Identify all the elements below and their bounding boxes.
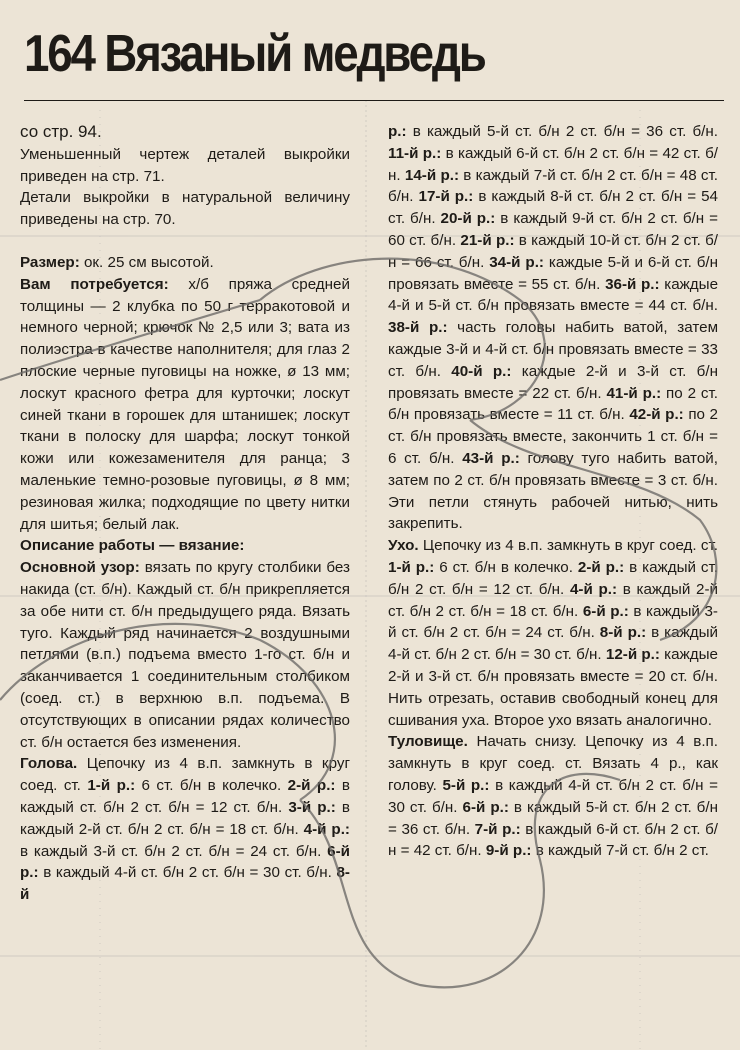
row-label: 6-й р.:	[582, 602, 629, 620]
body-paragraph	[388, 731, 718, 862]
row-label: 21-й р.:	[460, 231, 515, 249]
body-text: в каждый 4-й ст. б/н 2 ст. б/н = 30 ст. б/н.	[388, 776, 718, 816]
head-text: в каждый 3-й ст. б/н 2 ст. б/н = 24 ст. б/н.	[20, 842, 328, 860]
head-text: каждые 4-й и 5-й ст. б/н провязать вместе = 44 ст. б/н.	[388, 275, 719, 315]
row-label: 41-й р.:	[606, 384, 662, 402]
materials-text: х/б пряжа средней толщины — 2 клубка по 50 г терракотовой и немного черной; крючок № 2,5 или 3; вата из полиэстра в качестве наполнителя; для глаз 2 плоские черные пуговицы на ножке, ø 13 мм; лоскут красного фетра для курточки; лоскут синей ткани в горошек для штанишек; лоскут ткани в полоску для шарфа; лоскут тонкой кожи или кожезаменителя для ранца; 3 маленькие темно-розовые пуговицы, ø 8 мм; резиновая жилка; подходящие по цвету нитки для шитья; белый лак.	[20, 275, 350, 533]
head-text: по 2 ст. б/н провязать вместе = 11 ст. б/н.	[388, 384, 719, 424]
size-paragraph	[20, 252, 350, 274]
row-label: 2-й р.:	[577, 558, 625, 576]
head-text: каждые 5-й и 6-й ст. б/н провязать вместе = 55 ст. б/н.	[388, 253, 719, 293]
row-label: 2-й р.:	[287, 777, 336, 795]
ear-text: каждые 2-й и 3-й ст. б/н провязать вместе = 20 ст. б/н. Нить отрезать, оставив свободный конец для сшивания уха. Второе ухо вязать аналогично.	[388, 646, 718, 729]
body-text: в каждый 7-й ст. б/н 2 ст.	[531, 842, 709, 860]
row-label: 43-й р.:	[462, 449, 520, 467]
row-label: 38-й р.:	[388, 319, 448, 337]
ear-text: в каждый 4-й ст. б/н 2 ст. б/н = 30 ст. б/н.	[388, 624, 719, 664]
head-continued-paragraph	[388, 121, 718, 535]
row-label: 36-й р.:	[605, 275, 660, 293]
basic-pattern-text: вязать по кругу столбики без накида (ст. б/н). Каждый ст. б/н прикрепляется за обе нити ст. б/н предыдущего ряда. Вязать туго. Каждый ряд начинается 2 воздушными петлями (в.п.) подъема вместо 1-го ст. б/н и заканчивается 1 соединительным столбиком (соед. ст.) в верхнюю в.п. подъема. В отсутствующих в описании рядах количество ст. б/н остается без изменения.	[20, 559, 350, 751]
head-text: в каждый 10-й ст. б/н 2 ст. б/н = 66 ст. б/н.	[388, 231, 719, 271]
materials-label: Вам потребуется:	[20, 275, 169, 293]
row-label: 17-й р.:	[418, 188, 474, 206]
row-label: 3-й р.:	[288, 798, 336, 816]
work-description-heading: Описание работы — вязание:	[20, 537, 245, 555]
head-text: в каждый 8-й ст. б/н 2 ст. б/н = 54 ст. б/н.	[388, 188, 719, 228]
row-label: 11-й р.:	[388, 144, 442, 162]
head-text: часть головы набить ватой, затем каждые 3-й и 4-й ст. б/н провязать вместе = 33 ст. б/н.	[388, 319, 719, 380]
row-label: 40-й р.:	[451, 362, 512, 380]
page-header	[24, 18, 724, 101]
row-label: 6-й р.:	[462, 798, 509, 816]
row-label: 34-й р.:	[489, 253, 544, 271]
size-text: ок. 25 см высотой.	[79, 253, 214, 271]
head-text: в каждый 9-й ст. б/н 2 ст. б/н = 60 ст. б/н.	[388, 210, 718, 249]
row-label: 1-й р.:	[388, 558, 435, 576]
row-label: 4-й р.:	[303, 820, 350, 838]
ear-label: Ухо.	[388, 537, 419, 555]
basic-pattern-label: Основной узор:	[20, 559, 140, 577]
basic-pattern-paragraph	[20, 557, 350, 753]
row-label: 12-й р.:	[605, 646, 660, 664]
ear-paragraph	[388, 535, 718, 731]
row-label: 6-й р.:	[20, 842, 350, 882]
body-text: в каждый 5-й ст. б/н 2 ст. б/н = 36 ст. б/н.	[388, 798, 718, 838]
head-text: голову туго набить ватой, затем по 2 ст. б/н провязать вместе = 3 ст. б/н. Эти петли стянуть рабочей нитью, нить закрепить.	[388, 449, 718, 533]
head-text: в каждый 2-й ст. б/н 2 ст. б/н = 18 ст. б/н.	[20, 798, 350, 838]
size-label: Размер:	[20, 253, 80, 271]
head-text: в каждый 6-й ст. б/н 2 ст. б/н = 42 ст. б/н.	[388, 144, 718, 184]
right-column	[388, 121, 718, 862]
ear-text: 6 ст. б/н в колечко.	[434, 558, 578, 576]
row-label: р.:	[388, 123, 407, 140]
head-text: Цепочку из 4 в.п. замкнуть в круг соед. ст.	[20, 755, 350, 795]
head-text: в каждый ст. б/н 2 ст. б/н = 12 ст. б/н.	[20, 777, 350, 816]
row-label: 5-й р.:	[442, 776, 490, 794]
row-label: 42-й р.:	[629, 406, 684, 424]
row-label: 14-й р.:	[404, 166, 460, 184]
materials-paragraph	[20, 274, 350, 536]
head-text: в каждый 7-й ст. б/н 2 ст. б/н = 48 ст. б/н.	[388, 166, 719, 206]
row-label: 7-й р.:	[474, 820, 521, 838]
ear-text: Цепочку из 4 в.п. замкнуть в круг соед. ст.	[418, 537, 718, 555]
ear-text: в каждый 2-й ст. б/н 2 ст. б/н = 18 ст. б/н.	[388, 580, 718, 620]
head-label: Голова.	[20, 755, 78, 773]
head-text: в каждый 4-й ст. б/н 2 ст. б/н = 30 ст. б/н.	[38, 864, 337, 882]
row-label: 20-й р.:	[440, 210, 496, 228]
reduced-drawing-note: Уменьшенный чертеж деталей выкройки приведен на стр. 71.	[20, 145, 350, 185]
row-label: 8-й	[20, 864, 350, 904]
body-text: Начать снизу. Цепочку из 4 в.п. замкнуть в круг соед. ст. Вязать 4 р., как голову.	[388, 733, 718, 794]
ear-text: в каждый ст. б/н 2 ст. б/н = 12 ст. б/н.	[388, 558, 718, 598]
page-title: 164 Вязаный медведь	[24, 25, 485, 83]
page-reference: со стр. 94.	[20, 122, 102, 141]
head-paragraph	[20, 753, 350, 906]
head-text: каждые 2-й и 3-й ст. б/н провязать вместе = 22 ст. б/н.	[388, 362, 718, 402]
left-column	[20, 121, 350, 906]
head-text: 6 ст. б/н в колечко.	[135, 777, 288, 795]
head-text: в каждый 5-й ст. б/н 2 ст. б/н = 36 ст. б/н.	[406, 123, 718, 140]
body-text: в каждый 6-й ст. б/н 2 ст. б/н = 42 ст. б/н.	[388, 820, 718, 860]
row-label: 8-й р.:	[599, 624, 647, 642]
row-label: 1-й р.:	[87, 777, 136, 795]
intro-paragraph	[20, 121, 350, 187]
ear-text: в каждый 3-й ст. б/н 2 ст. б/н = 24 ст. б/н.	[388, 602, 718, 642]
full-size-note: Детали выкройки в натуральной величину приведены на стр. 70.	[20, 189, 350, 229]
row-label: 4-й р.:	[569, 580, 618, 598]
head-text: по 2 ст. б/н провязать вместе, закончить 1 ст. б/н = 6 ст. б/н.	[388, 406, 719, 467]
body-label: Туловище.	[388, 733, 468, 751]
row-label: 9-й р.:	[485, 842, 532, 860]
